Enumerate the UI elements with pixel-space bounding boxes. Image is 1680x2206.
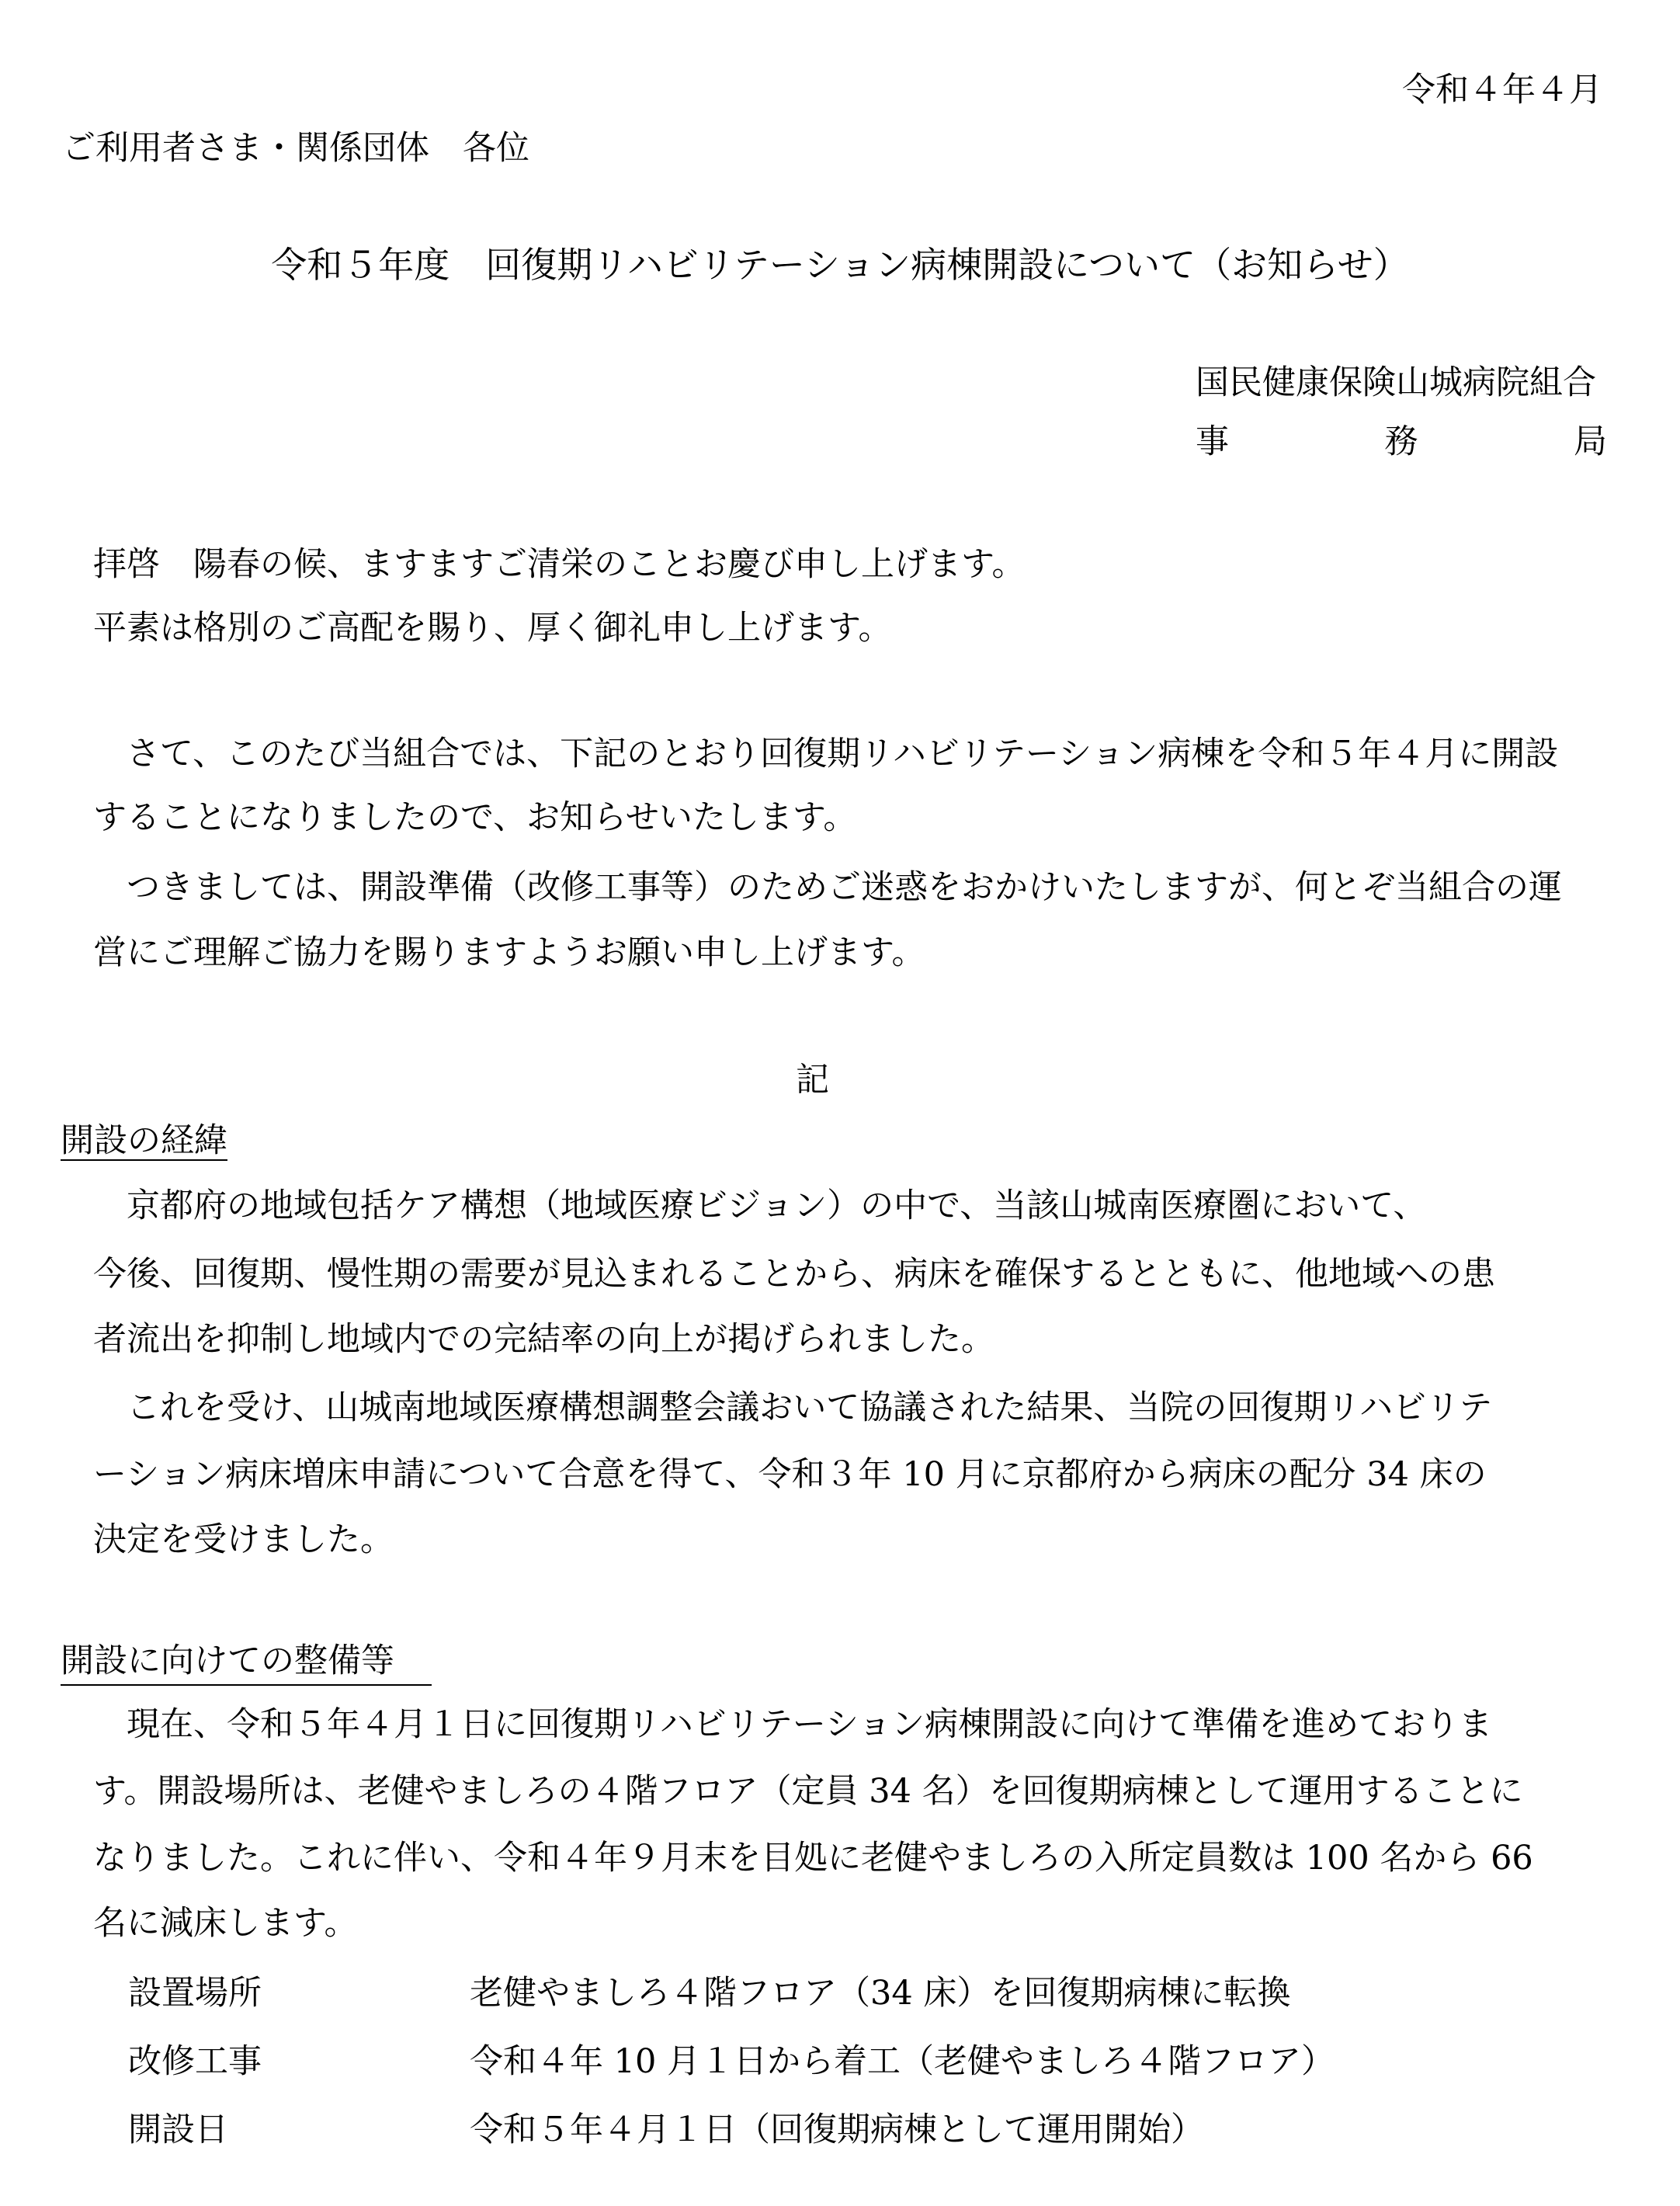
spec-label: 設置場所 bbox=[128, 1974, 262, 2013]
section2-line: 現在、令和５年４月１日に回復期リハビリテーション病棟開設に向けて準備を進めておりま bbox=[93, 1705, 1493, 1744]
section2-line: 名に減床します。 bbox=[93, 1904, 358, 1943]
section-heading-text: 開設に向けての整備等 bbox=[61, 1641, 394, 1680]
ki-marker: 記 bbox=[796, 1061, 829, 1100]
section2-line: なりました。これに伴い、令和４年９月末を目処に老健やましろの入所定員数は 100 名から 66 bbox=[93, 1839, 1533, 1878]
sender-department-char: 事 bbox=[1196, 422, 1229, 461]
spec-label: 開設日 bbox=[128, 2110, 228, 2149]
section1-line: 者流出を抑制し地域内での完結率の向上が掲げられました。 bbox=[93, 1320, 994, 1359]
page-title: 令和５年度 回復期リハビリテーション病棟開設について（お知らせ） bbox=[271, 244, 1409, 286]
sender-department-char: 務 bbox=[1384, 422, 1418, 461]
greeting-line: 拝啓 陽春の候、ますますご清栄のことお慶び申し上げます。 bbox=[93, 545, 1026, 584]
section1-line: 京都府の地域包括ケア構想（地域医療ビジョン）の中で、当該山城南医療圏において、 bbox=[93, 1186, 1427, 1225]
addressee: ご利用者さま・関係団体 各位 bbox=[62, 129, 529, 168]
sender-organization: 国民健康保険山城病院組合 bbox=[1196, 363, 1596, 402]
section1-line: 今後、回復期、慢性期の需要が見込まれることから、病床を確保するとともに、他地域への患 bbox=[93, 1255, 1495, 1294]
section-heading-background: 開設の経緯 bbox=[61, 1121, 227, 1160]
body-line: 営にご理解ご協力を賜りますようお願い申し上げます。 bbox=[93, 933, 925, 972]
body-line: することになりましたので、お知らせいたします。 bbox=[93, 798, 857, 837]
spec-value: 老健やましろ４階フロア（34 床）を回復期病棟に転換 bbox=[470, 1974, 1291, 2013]
sender-department-char: 局 bbox=[1574, 422, 1607, 461]
spec-value: 令和４年 10 月１日から着工（老健やましろ４階フロア） bbox=[470, 2042, 1335, 2081]
sender-department bbox=[1196, 422, 1607, 461]
section1-line: 決定を受けました。 bbox=[93, 1520, 394, 1559]
body-line: つきましては、開設準備（改修工事等）のためご迷惑をおかけいたしますが、何とぞ当組合の運 bbox=[93, 868, 1562, 907]
section1-line: ーション病床増床申請について合意を得て、令和３年 10 月に京都府から病床の配分 34 床の bbox=[93, 1455, 1487, 1494]
issue-date: 令和４年４月 bbox=[1402, 71, 1602, 109]
section1-line: これを受け、山城南地域医療構想調整会議おいて協議された結果、当院の回復期リハビリテ bbox=[93, 1388, 1493, 1427]
section-heading-preparation bbox=[61, 1641, 432, 1686]
spec-value: 令和５年４月１日（回復期病棟として運用開始） bbox=[470, 2110, 1204, 2149]
body-line: さて、このたび当組合では、下記のとおり回復期リハビリテーション病棟を令和５年４月に開設 bbox=[93, 735, 1559, 773]
greeting-line: 平素は格別のご高配を賜り、厚く御礼申し上げます。 bbox=[93, 609, 892, 648]
section2-line: す。開設場所は、老健やましろの４階フロア（定員 34 名）を回復期病棟として運用することに bbox=[93, 1772, 1523, 1811]
spec-label: 改修工事 bbox=[128, 2042, 262, 2081]
